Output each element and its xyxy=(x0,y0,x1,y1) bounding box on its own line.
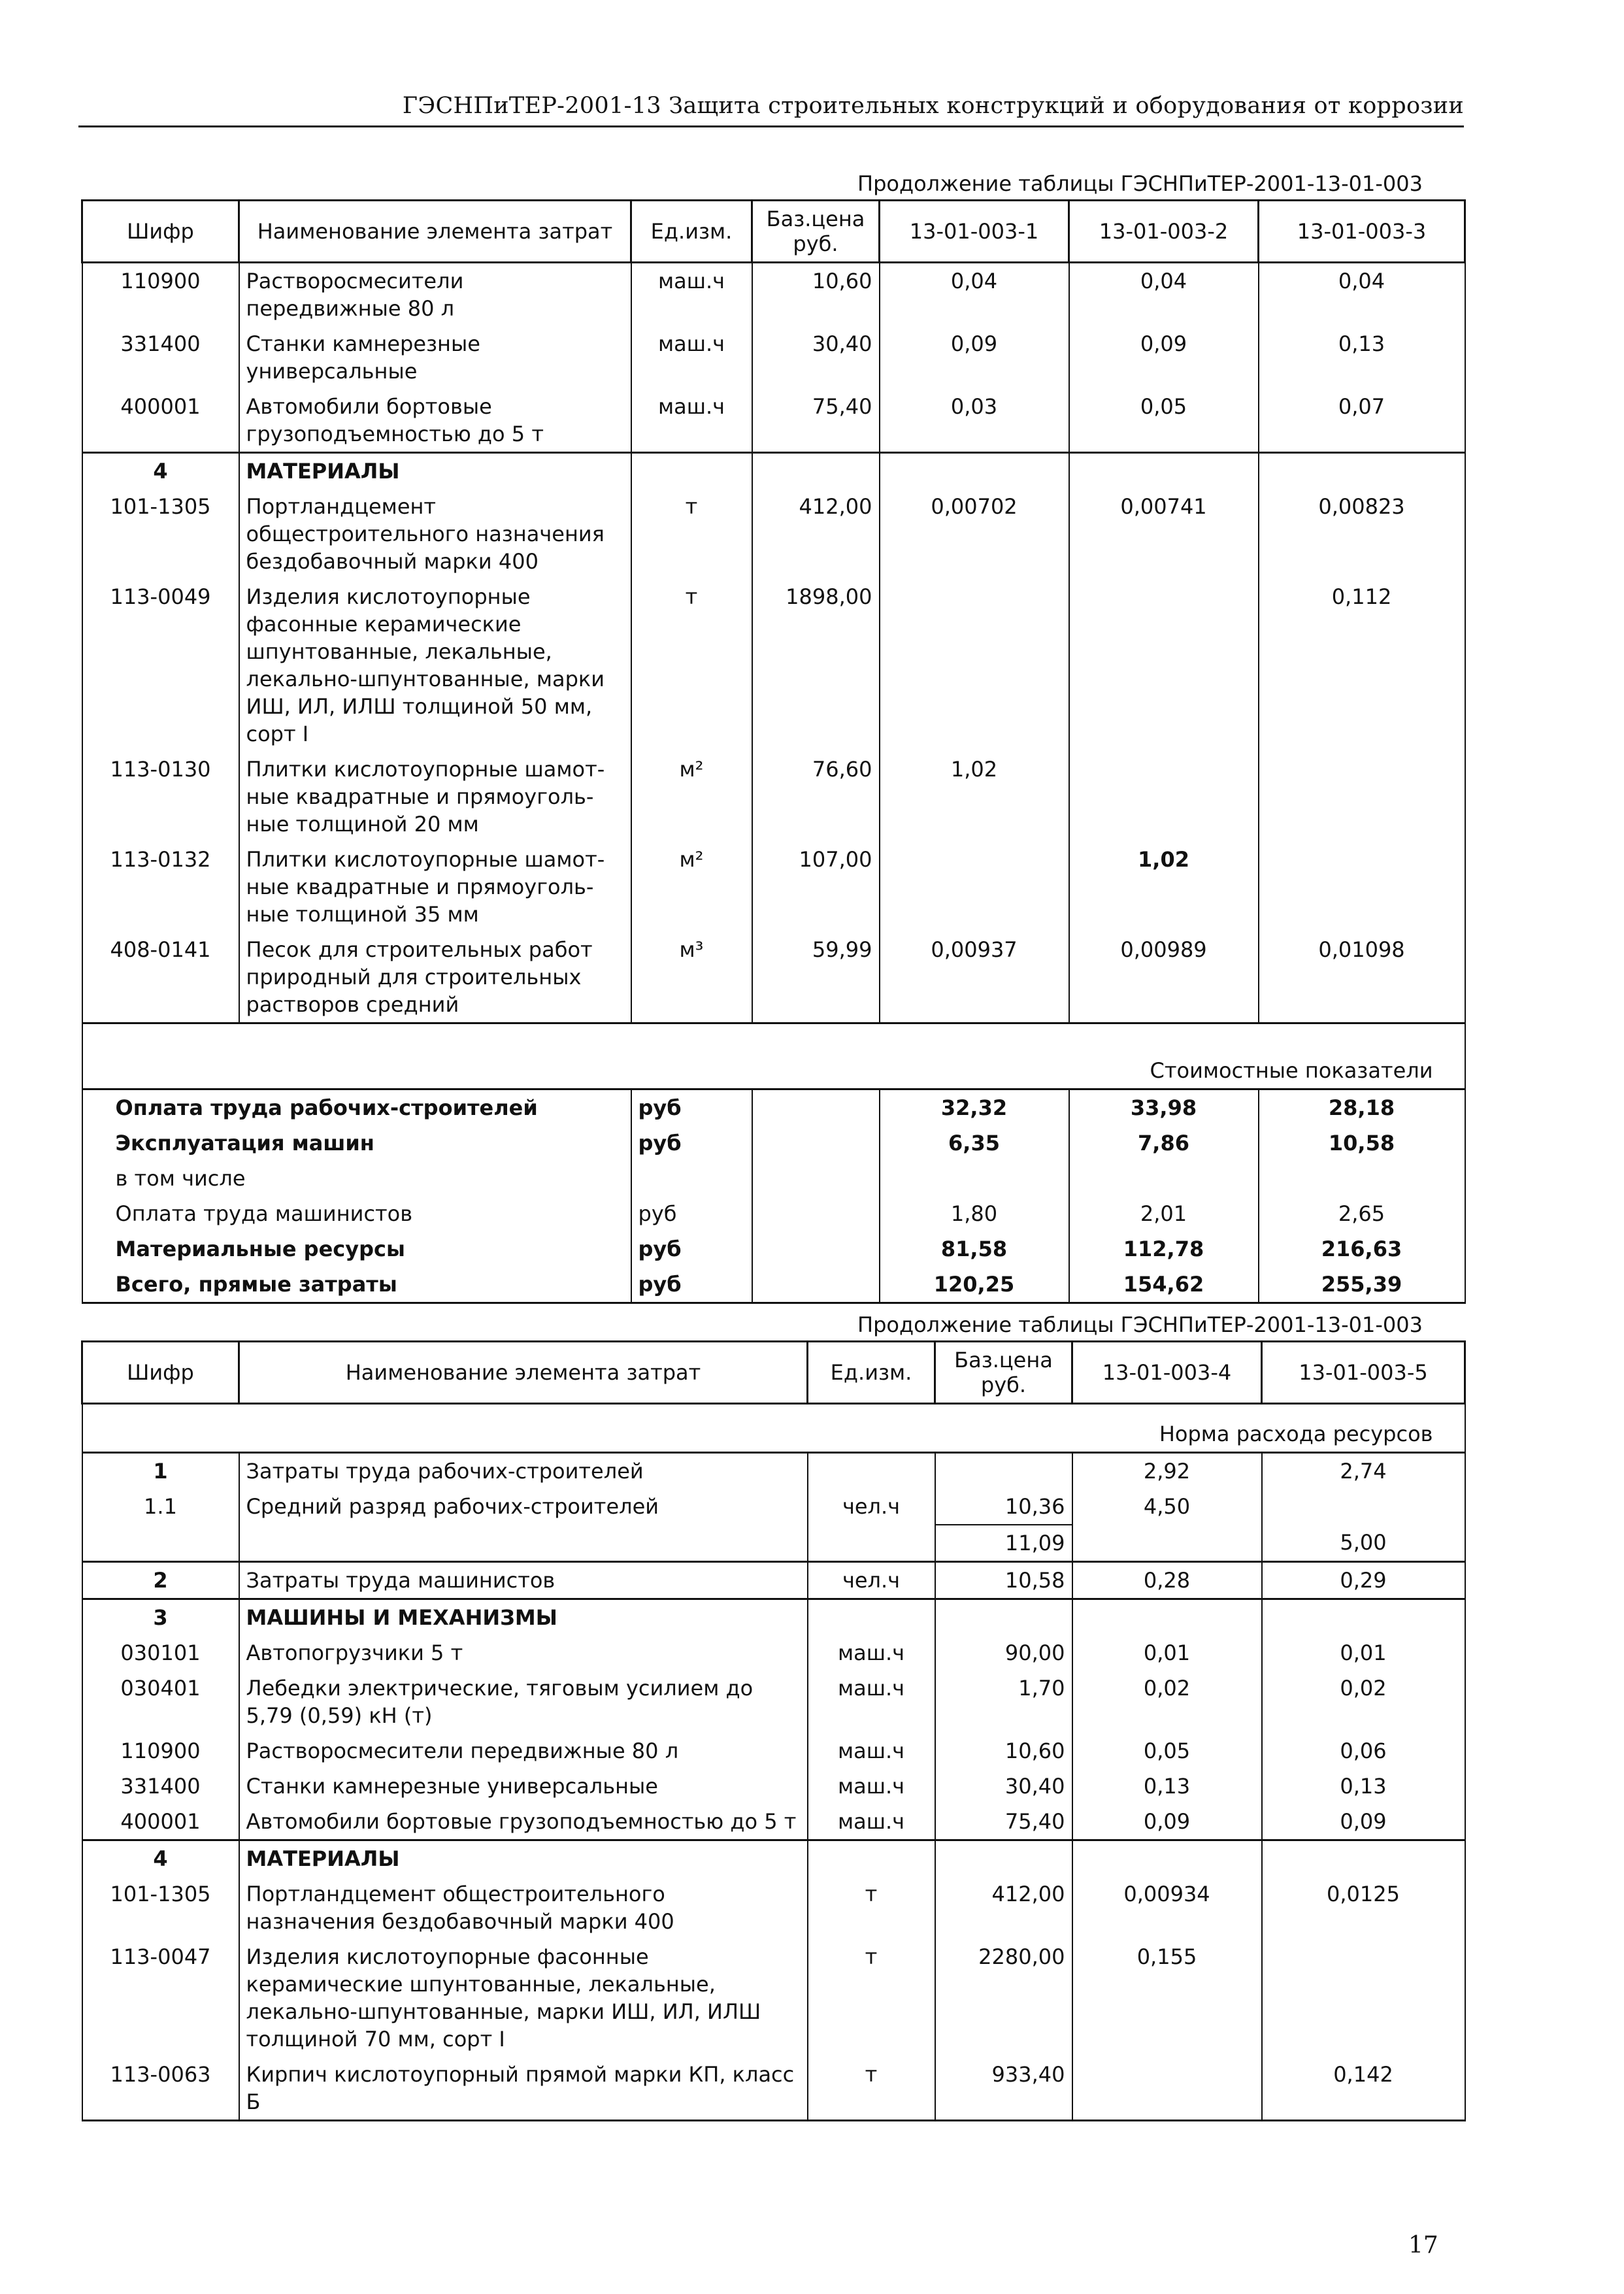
summary-row: Эксплуатация машин руб 6,35 7,86 10,58 xyxy=(82,1125,1465,1161)
table-row: 11,09 5,00 xyxy=(82,1525,1465,1562)
table-row: 400001 Автомобили бортовые грузоподъемностью до 5 т маш.ч 75,40 0,03 0,05 0,07 xyxy=(82,389,1465,453)
table2-caption: Продолжение таблицы ГЭСНПиТЕР-2001-13-01-003 xyxy=(857,1312,1423,1337)
table2 xyxy=(81,1340,1466,2121)
table-row: 101-1305 Портландцемент общестроительного назначения бездобавочный марки 400 т 412,00 0,00934 0,0125 xyxy=(82,1876,1465,1939)
table-row: 1.1 Средний разряд рабочих-строителей чел.ч 10,36 4,50 xyxy=(82,1489,1465,1525)
col-code: Шифр xyxy=(82,201,239,263)
table-row: 113-0132 Плитки кислотоупорные шамот-ные квадратные и прямоуголь-ные толщиной 35 мм м² 107,00 1,02 xyxy=(82,842,1465,932)
section-row: 4 МАТЕРИАЛЫ xyxy=(82,1840,1465,1877)
header-text: ГЭСНПиТЕР-2001-13 Защита строительных конструкций и оборудования от коррозии xyxy=(402,93,1464,119)
section-row: 4 МАТЕРИАЛЫ xyxy=(82,453,1465,490)
table-row: 110900 Растворосмесители передвижные 80 л маш.ч 10,60 0,05 0,06 xyxy=(82,1733,1465,1769)
summary-row: Оплата труда машинистов руб 1,80 2,01 2,65 xyxy=(82,1196,1465,1231)
col-unit: Ед.изм. xyxy=(808,1342,935,1404)
page-header xyxy=(78,84,1464,127)
table-row: 113-0130 Плитки кислотоупорные шамот-ные квадратные и прямоуголь-ные толщиной 20 мм м² 76,60 1,02 xyxy=(82,752,1465,842)
norm-header-row xyxy=(82,1404,1465,1453)
col-name: Наименование элемента затрат xyxy=(239,1342,808,1404)
table-row: 400001 Автомобили бортовые грузоподъемностью до 5 т маш.ч 75,40 0,09 0,09 xyxy=(82,1804,1465,1840)
table-row: 331400 Станки камнерезные универсальные маш.ч 30,40 0,09 0,09 0,13 xyxy=(82,326,1465,389)
table-row: 113-0047 Изделия кислотоупорные фасонные керамические шпунтованные, лекальные, лекально-шпунтованные, марки ИШ, ИЛ, ИЛШ толщиной 70 мм, сорт I т 2280,00 0,155 xyxy=(82,1939,1465,2057)
table-row: 331400 Станки камнерезные универсальные маш.ч 30,40 0,13 0,13 xyxy=(82,1769,1465,1804)
table-row: 113-0049 Изделия кислотоупорные фасонные керамические шпунтованные, лекальные, лекально-шпунтованные, марки ИШ, ИЛ, ИЛШ толщиной 50 мм, сорт I т 1898,00 0,112 xyxy=(82,579,1465,752)
col-price: Баз.цена руб. xyxy=(752,201,880,263)
table-row: 113-0063 Кирпич кислотоупорный прямой марки КП, класс Б т 933,40 0,142 xyxy=(82,2057,1465,2121)
summary-row: Оплата труда рабочих-строителей руб 32,32 33,98 28,18 xyxy=(82,1089,1465,1126)
col-norm-2: 13-01-003-2 xyxy=(1069,201,1259,263)
table-row: 2 Затраты труда машинистов чел.ч 10,58 0,28 0,29 xyxy=(82,1562,1465,1599)
col-unit: Ед.изм. xyxy=(631,201,752,263)
norm-header: Норма расхода ресурсов xyxy=(82,1404,1465,1453)
table1-caption: Продолжение таблицы ГЭСНПиТЕР-2001-13-01-003 xyxy=(857,171,1423,196)
table-row: 030401 Лебедки электрические, тяговым усилием до 5,79 (0,59) кН (т) маш.ч 1,70 0,02 0,02 xyxy=(82,1671,1465,1733)
col-norm-1: 13-01-003-1 xyxy=(880,201,1069,263)
col-norm-3: 13-01-003-3 xyxy=(1259,201,1465,263)
summary-row: Всего, прямые затраты руб 120,25 154,62 255,39 xyxy=(82,1267,1465,1303)
table-row: 1 Затраты труда рабочих-строителей 2,92 2,74 xyxy=(82,1453,1465,1489)
table-row: 110900 Растворосмесители передвижные 80 л маш.ч 10,60 0,04 0,04 0,04 xyxy=(82,263,1465,327)
table-row: 030101 Автопогрузчики 5 т маш.ч 90,00 0,01 0,01 xyxy=(82,1635,1465,1671)
cost-header: Стоимостные показатели xyxy=(82,1023,1465,1089)
col-norm-4: 13-01-003-4 xyxy=(1072,1342,1262,1404)
cost-header-row xyxy=(82,1023,1465,1089)
col-name: Наименование элемента затрат xyxy=(239,201,631,263)
table1 xyxy=(81,199,1466,1304)
col-norm-5: 13-01-003-5 xyxy=(1262,1342,1465,1404)
summary-row: в том числе xyxy=(82,1161,1465,1196)
table-row: 101-1305 Портландцемент общестроительного назначения бездобавочный марки 400 т 412,00 0,00702 0,00741 0,00823 xyxy=(82,489,1465,579)
table-row: 408-0141 Песок для строительных работ природный для строительных растворов средний м³ 59,99 0,00937 0,00989 0,01098 xyxy=(82,932,1465,1023)
summary-row: Материальные ресурсы руб 81,58 112,78 216,63 xyxy=(82,1231,1465,1267)
page-number: 17 xyxy=(1408,2232,1438,2259)
col-price: Баз.цена руб. xyxy=(935,1342,1072,1404)
col-code: Шифр xyxy=(82,1342,239,1404)
section-row: 3 МАШИНЫ И МЕХАНИЗМЫ xyxy=(82,1599,1465,1636)
